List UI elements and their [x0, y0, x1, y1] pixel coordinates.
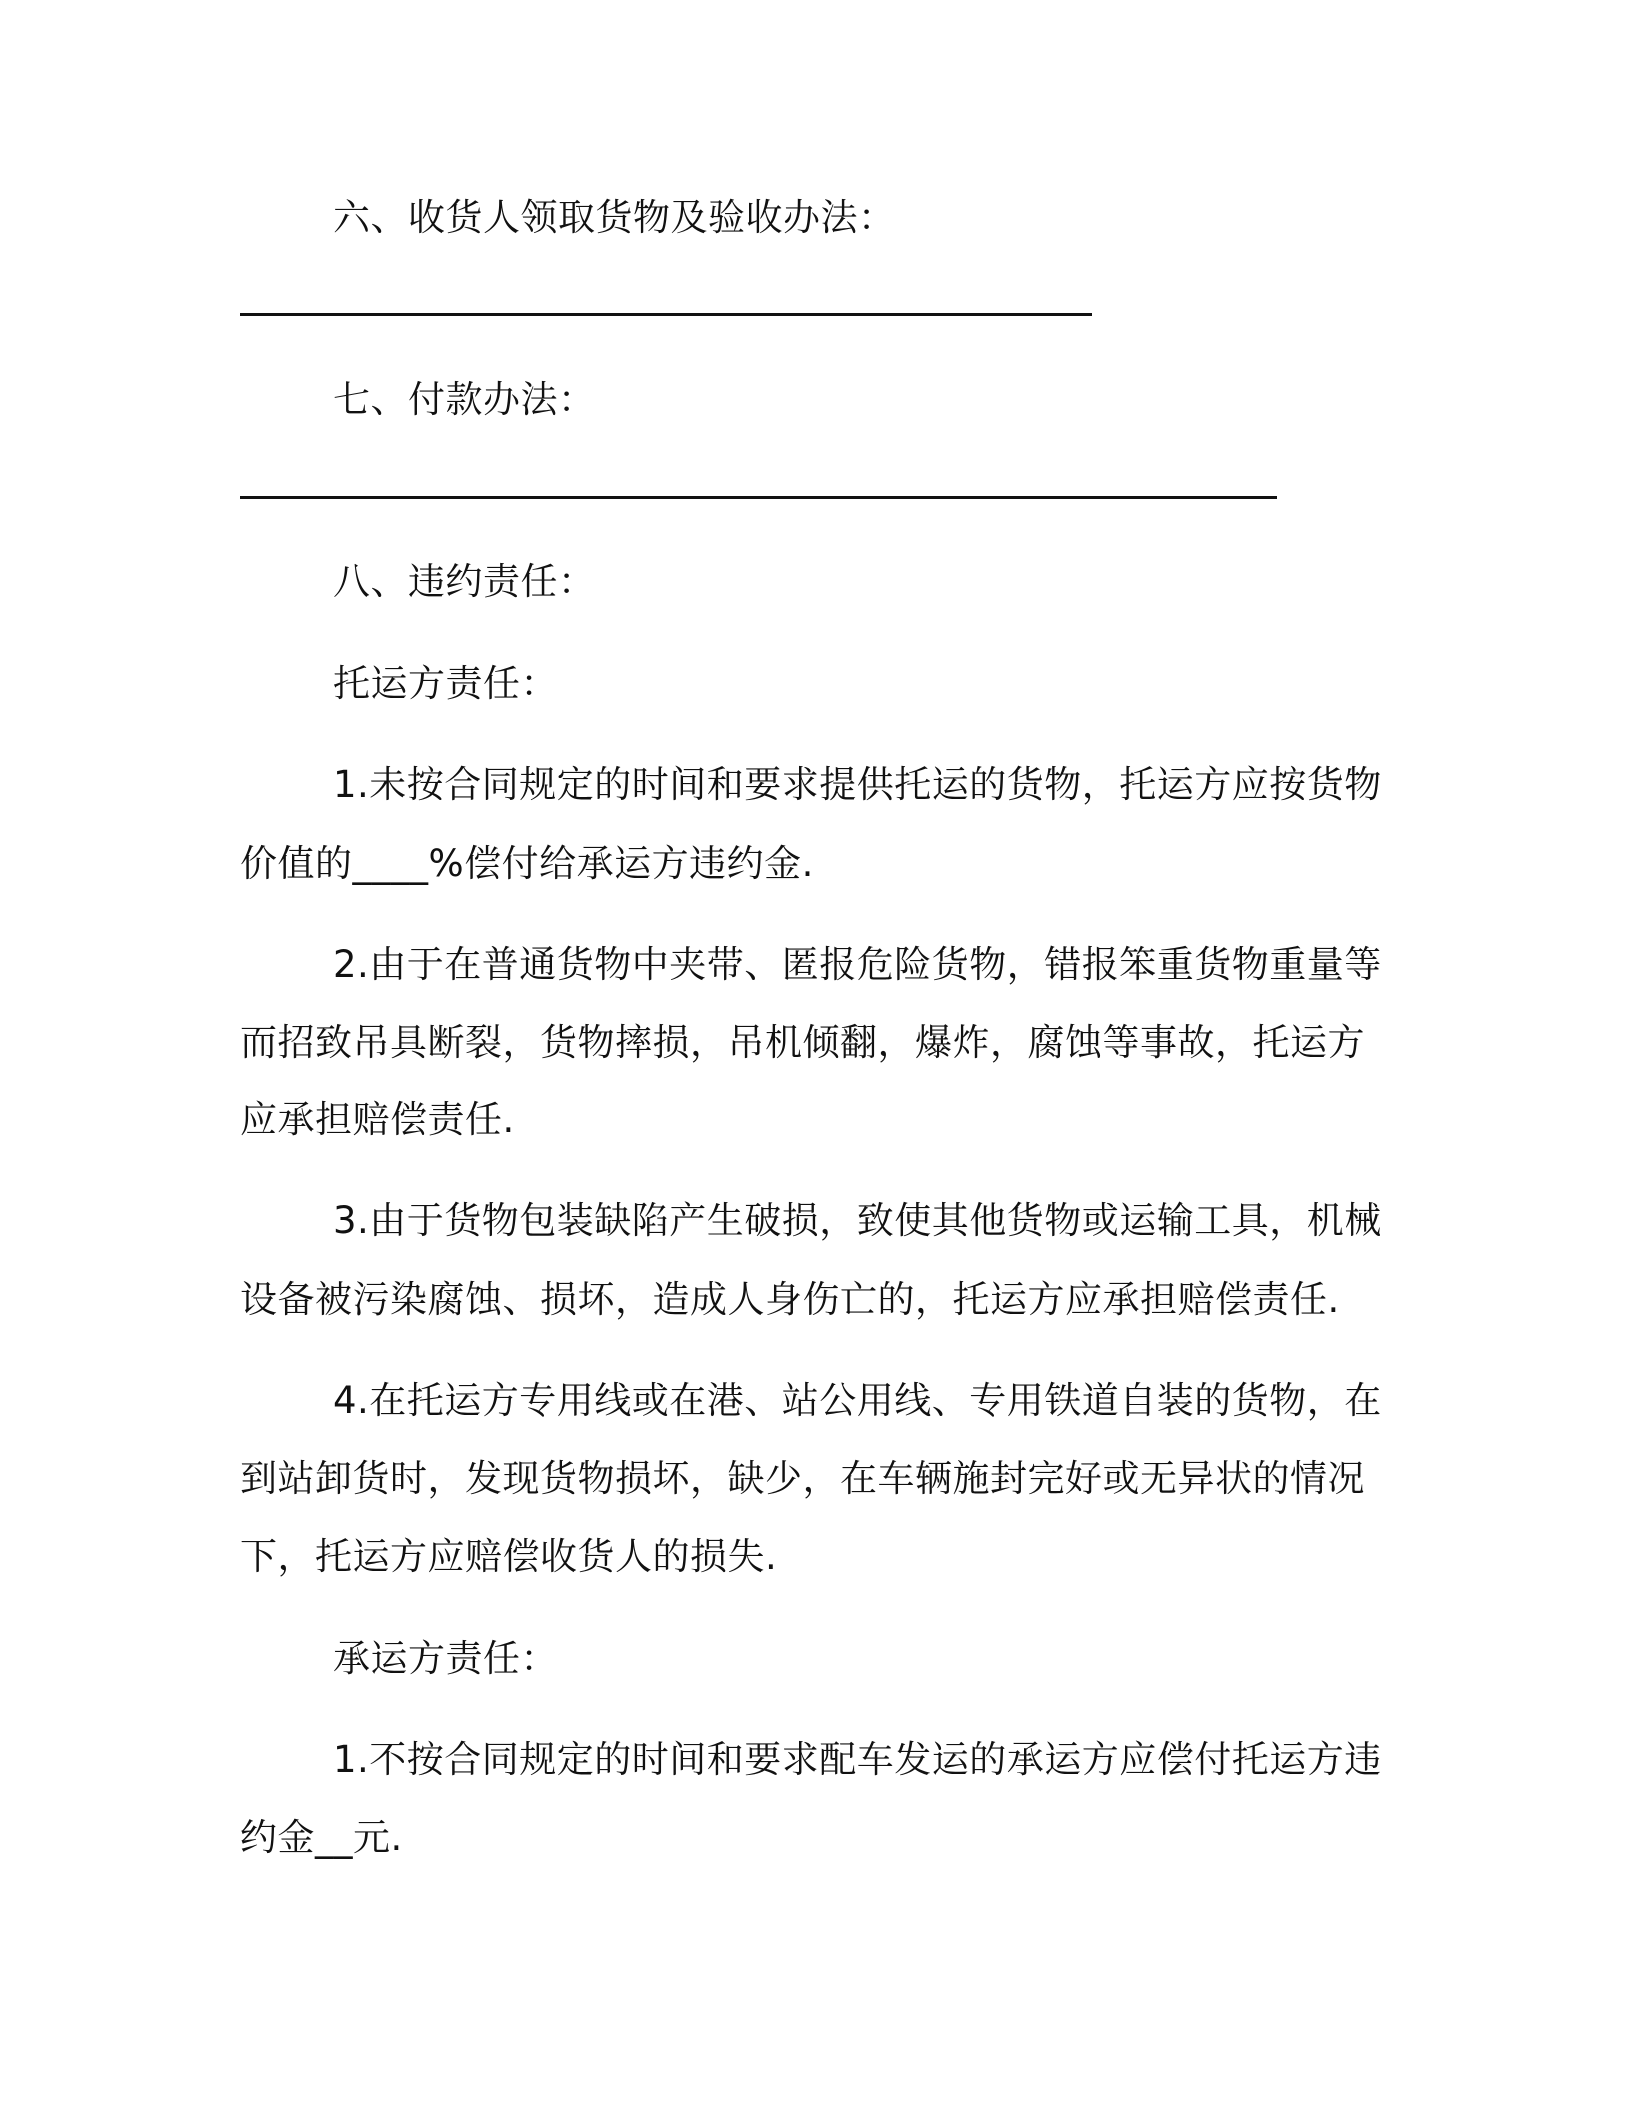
shipper-item-3-line-2: 设备被污染腐蚀、损坏，造成人身伤亡的，托运方应承担赔偿责任.	[240, 1278, 1340, 1321]
shipper-item-2-line-2: 而招致吊具断裂，货物摔损，吊机倾翻，爆炸，腐蚀等事故，托运方	[240, 1021, 1365, 1064]
blank-line-receiving-method	[240, 313, 1092, 316]
carrier-item-1-line-1: 1.不按合同规定的时间和要求配车发运的承运方应偿付托运方违	[333, 1738, 1382, 1781]
carrier-item-1-line-2: 约金__元.	[240, 1816, 403, 1859]
shipper-liability-title: 托运方责任：	[333, 662, 558, 705]
heading-receiving-method: 六、收货人领取货物及验收办法：	[333, 196, 896, 239]
shipper-item-2-line-1: 2.由于在普通货物中夹带、匿报危险货物，错报笨重货物重量等	[333, 943, 1382, 986]
shipper-item-3-line-1: 3.由于货物包装缺陷产生破损，致使其他货物或运输工具，机械	[333, 1199, 1382, 1242]
heading-payment-method: 七、付款办法：	[333, 378, 596, 421]
blank-line-payment-method	[240, 496, 1277, 499]
shipper-item-2-line-3: 应承担赔偿责任.	[240, 1098, 515, 1141]
shipper-item-4-line-2: 到站卸货时，发现货物损坏，缺少，在车辆施封完好或无异状的情况	[240, 1457, 1365, 1500]
heading-breach-liability: 八、违约责任：	[333, 560, 596, 603]
shipper-item-4-line-1: 4.在托运方专用线或在港、站公用线、专用铁道自装的货物，在	[333, 1379, 1382, 1422]
carrier-liability-title: 承运方责任：	[333, 1637, 558, 1680]
shipper-item-4-line-3: 下，托运方应赔偿收货人的损失.	[240, 1535, 778, 1578]
shipper-item-1-line-1: 1.未按合同规定的时间和要求提供托运的货物，托运方应按货物	[333, 763, 1382, 806]
shipper-item-1-line-2: 价值的____%偿付给承运方违约金.	[240, 842, 814, 885]
